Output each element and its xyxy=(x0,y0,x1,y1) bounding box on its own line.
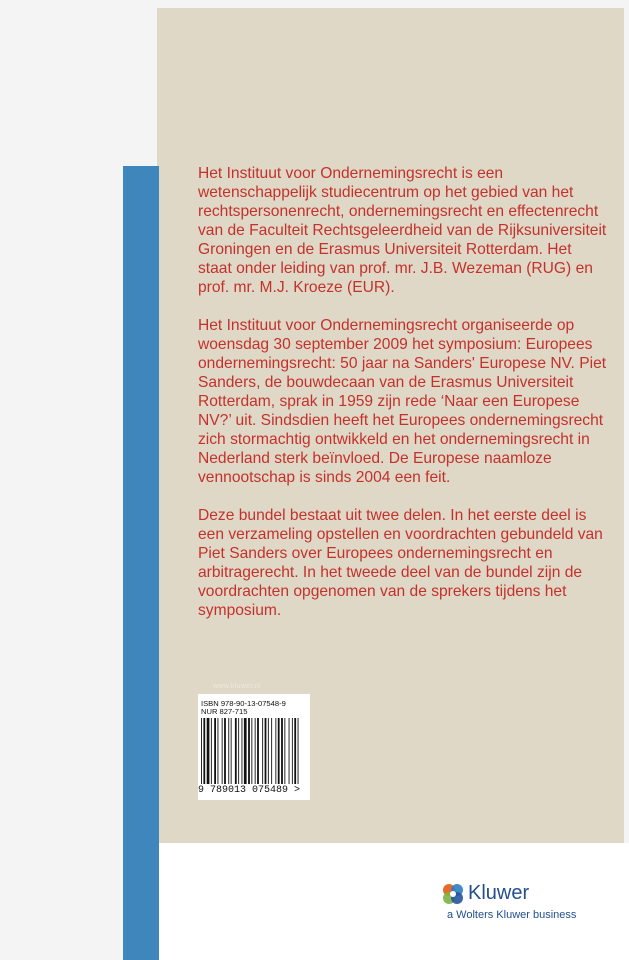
barcode-bars xyxy=(201,718,304,784)
barcode-bar xyxy=(214,718,216,784)
barcode-bar xyxy=(289,718,290,784)
barcode-bar xyxy=(211,718,212,784)
barcode-bar xyxy=(242,718,243,784)
barcode-bar xyxy=(268,718,269,784)
barcode-bar xyxy=(248,718,250,784)
blurb-text xyxy=(198,164,608,639)
barcode-bar xyxy=(271,718,272,784)
barcode-bar xyxy=(238,718,239,784)
barcode-bar xyxy=(218,718,219,784)
publisher-name: Kluwer xyxy=(468,882,530,904)
barcode-bar xyxy=(235,718,237,784)
barcode-bar xyxy=(255,718,256,784)
nur-label: NUR 827-715 xyxy=(201,707,248,716)
barcode-bar xyxy=(265,718,267,784)
barcode-digits: 9 789013 075489 > xyxy=(198,785,301,796)
barcode-bar xyxy=(207,718,210,784)
publisher-logo xyxy=(441,882,591,927)
barcode-bar xyxy=(278,718,280,784)
barcode-bar xyxy=(294,718,296,784)
publisher-url: www.kluwer.nl xyxy=(213,683,261,690)
kluwer-logo-icon xyxy=(441,882,465,906)
barcode-bar xyxy=(257,718,259,784)
barcode-bar xyxy=(201,718,202,784)
barcode-bar xyxy=(292,718,293,784)
barcode-bar xyxy=(298,718,299,784)
barcode-bar xyxy=(222,718,223,784)
barcode-bar xyxy=(275,718,276,784)
isbn-label: ISBN 978-90-13-07548-9 xyxy=(201,699,286,708)
barcode-bar xyxy=(281,718,283,784)
barcode-bar xyxy=(284,718,285,784)
barcode-bar xyxy=(228,718,229,784)
blurb-paragraph-1: Het Instituut voor Ondernemingsrecht is een wetenschappelijk studiecentrum op het gebied van het rechtspersonenrecht, ondernemingsrecht en effectenrecht van de Faculteit Rechtsgeleerdheid van de Rijksuniversiteit Groningen en de Erasmus Universiteit Rotterdam. Het staat onder leiding van prof. mr. J.B. Wezeman (RUG) en prof. mr. M.J. Kroeze (EUR). xyxy=(198,165,607,296)
publisher-tagline: a Wolters Kluwer business xyxy=(447,909,577,921)
barcode-bar xyxy=(251,718,252,784)
blurb-paragraph-3: Deze bundel bestaat uit twee delen. In het eerste deel is een verzameling opstellen en voordrachten gebundeld van Piet Sanders over Europees ondernemingsrecht en arbitragerecht. In het tweede deel van de bundel zijn de voordrachten opgenomen van de sprekers tijdens het symposium. xyxy=(198,507,603,619)
barcode-bar xyxy=(244,718,247,784)
barcode-bar xyxy=(203,718,205,784)
barcode-bar xyxy=(231,718,232,784)
barcode-bar xyxy=(262,718,263,784)
barcode-bar xyxy=(224,718,226,784)
blurb-paragraph-2: Het Instituut voor Ondernemingsrecht organiseerde op woensdag 30 september 2009 het symposium: Europees ondernemingsrecht: 50 jaar na Sanders' Europese NV. Piet Sanders, de bouwdecaan van de Erasmus Universiteit Rotterdam, sprak in 1959 zijn rede ‘Naar een Europese NV?’ uit. Sindsdien heeft het Europees ondernemingsrecht zich stormachtig ontwikkeld en het ondernemingsrecht in Nederland sterk beïnvloed. De Europese naamloze vennootschap is sinds 2004 een feit. xyxy=(198,317,607,486)
blue-stripe xyxy=(123,166,159,960)
